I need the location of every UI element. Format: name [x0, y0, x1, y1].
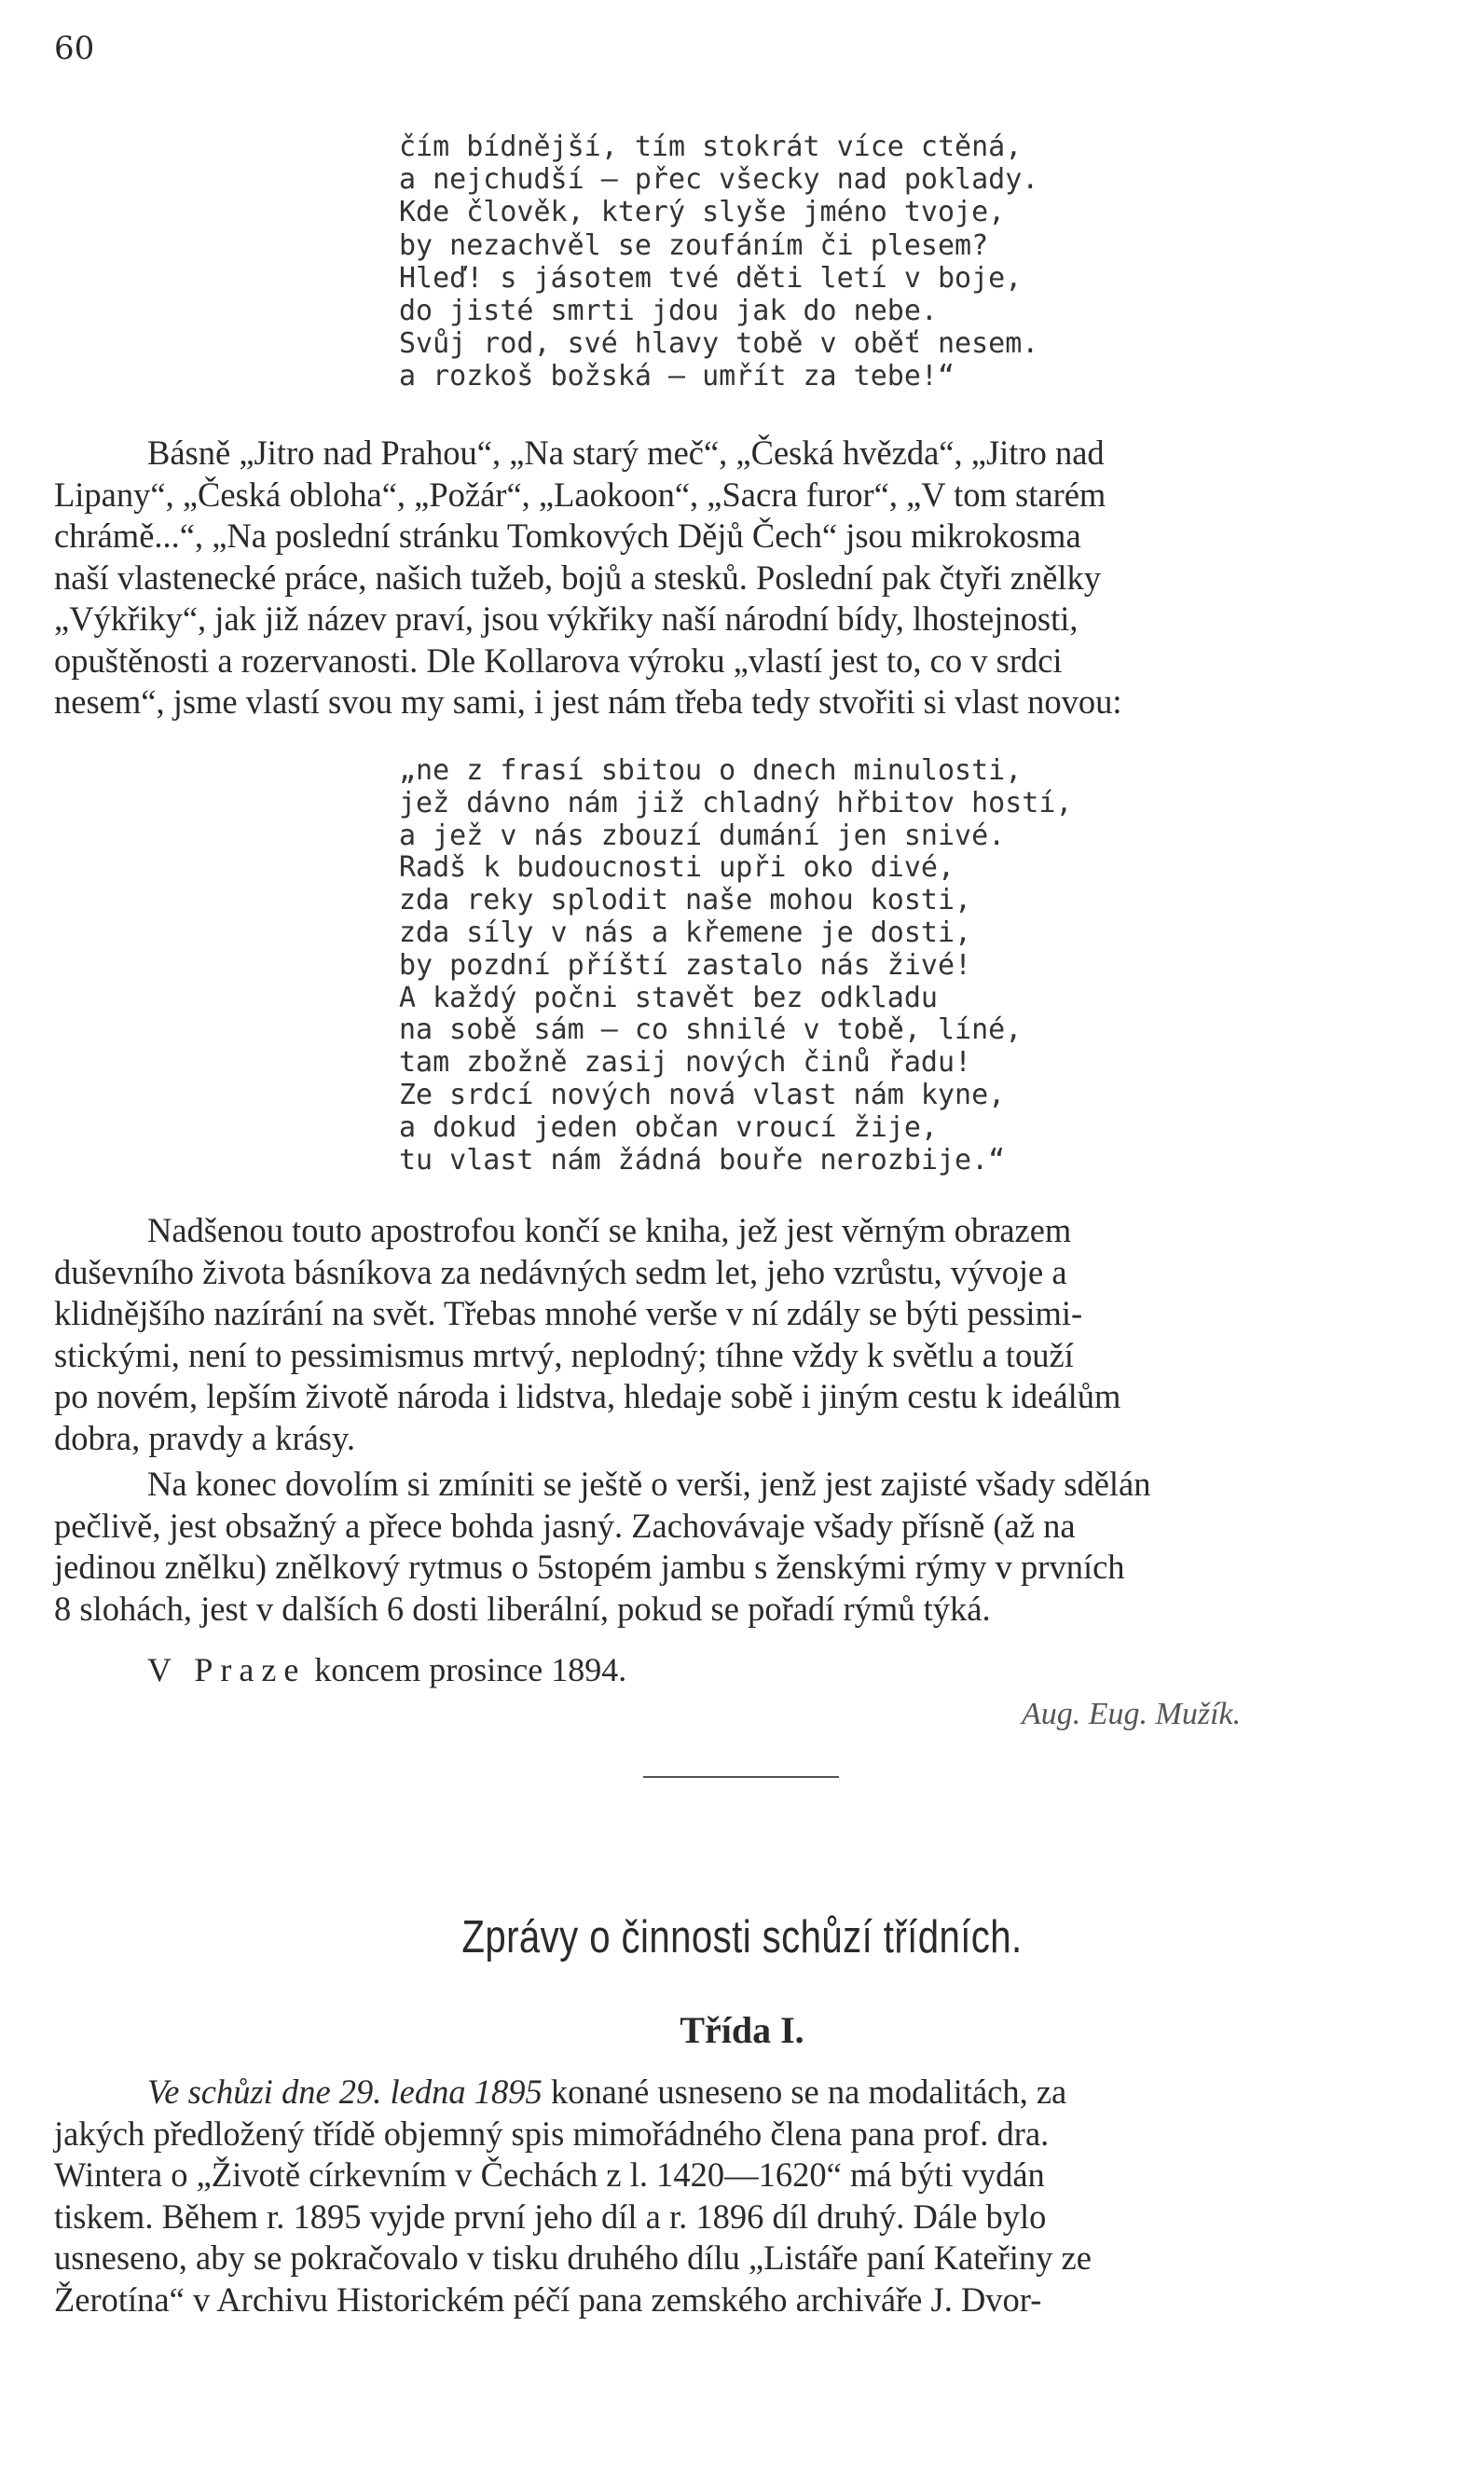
paragraph-line: Nadšenou touto apostrofou končí se kniha, jež jest věrným obrazem: [147, 1211, 1072, 1249]
page-number: 60: [54, 30, 95, 67]
verse-line: by nezachvěl se zoufáním či plesem?: [399, 228, 989, 262]
paragraph-line: nesem“, jsme vlastí svou my sami, i jest nám třeba tedy stvořiti si vlast novou:: [54, 682, 1122, 721]
verse-line: A každý počni stavět bez odkladu: [399, 981, 938, 1014]
paragraph-line: Básně „Jitro nad Prahou“, „Na starý meč“, „Česká hvězda“, „Jitro nad: [147, 434, 1105, 472]
paragraph-verse-remark: [54, 1464, 1424, 1630]
verse-line: Svůj rod, své hlavy tobě v oběť nesem.: [399, 327, 1039, 361]
paragraph-line: Lipany“, „Česká obloha“, „Požár“, „Laokoon“, „Sacra furor“, „V tom starém: [54, 475, 1106, 514]
verse-line: a dokud jeden občan vroucí žije,: [399, 1110, 938, 1144]
paragraph-line: [54, 2072, 1424, 2114]
paragraph-line: chrámě...“, „Na poslední stránku Tomkových Dějů Čech“ jsou mikrokosma: [54, 516, 1081, 555]
session-date: Ve schůzi dne 29. ledna 1895: [147, 2073, 543, 2111]
paragraph-line: Wintera o „Životě církevním v Čechách z l. 1420—1620“ má býti vydán: [54, 2155, 1045, 2194]
paragraph-line: naší vlastenecké práce, našich tužeb, bojů a stesků. Poslední pak čtyři znělky: [54, 558, 1102, 597]
verse-line: „ne z frasí sbitou o dnech minulosti,: [399, 754, 1023, 787]
verse-line: Radš k budoucnosti upři oko divé,: [399, 851, 955, 885]
verse-line: čím bídnější, tím stokrát více ctěná,: [399, 131, 1023, 163]
paragraph-line: jakých předložený třídě objemný spis mimořádného člena pana prof. dra.: [54, 2114, 1050, 2153]
verse-line: tam zbožně zasij nových činů řadu!: [399, 1046, 972, 1080]
paragraph-session-report: [54, 2072, 1424, 2320]
paragraph-line: „Výkřiky“, jak již název praví, jsou výkřiky naší národní bídy, lhostejnosti,: [54, 599, 1079, 638]
verse-block-2: [399, 755, 1072, 1177]
section-divider: [643, 1776, 839, 1778]
verse-line: a jež v nás zbouzí dumání jen snivé.: [399, 819, 1006, 852]
paragraph-line: duševního života básníkova za nedávných sedm let, jeho vzrůstu, vývoje a: [54, 1252, 1067, 1291]
class-heading: Třída I.: [680, 2009, 804, 2051]
paragraph-line: dobra, pravdy a krásy.: [54, 1418, 355, 1457]
date-rest: koncem prosince 1894.: [306, 1651, 627, 1688]
paragraph-conclusion: [54, 1210, 1424, 1459]
paragraph-line: po novém, lepším životě národa i lidstva, hledaje sobě i jiným cestu k ideálům: [54, 1377, 1121, 1415]
verse-line: by pozdní příští zastalo nás živé!: [399, 948, 972, 982]
paragraph-line: pečlivě, jest obsažný a přece bohda jasný. Zachovávaje všady přísně (až na: [54, 1506, 1076, 1545]
paragraph-line: klidnějšího nazírání na svět. Třebas mnohé verše v ní zdály se býti pessimi-: [54, 1294, 1083, 1332]
date-place: V Praze: [147, 1651, 307, 1688]
paragraph-line: opuštěnosti a rozervanosti. Dle Kollarova výroku „vlastí jest to, co v srdci: [54, 640, 1063, 680]
paragraph-line: jedinou znělku) znělkový rytmus o 5stopém jambu s ženskými rýmy v prvních: [54, 1548, 1125, 1586]
verse-line: Kde člověk, který slyše jméno tvoje,: [399, 196, 1006, 229]
session-text: konané usneseno se na modalitách, za: [542, 2073, 1067, 2111]
verse-line: tu vlast nám žádná bouře nerozbije.“: [399, 1143, 1006, 1177]
author-signature: Aug. Eug. Mužík.: [1022, 1697, 1242, 1731]
verse-line: jež dávno nám již chladný hřbitov hostí,: [399, 786, 1073, 819]
verse-line: zda reky splodit naše mohou kosti,: [399, 884, 972, 917]
verse-line: do jisté smrti jdou jak do nebe.: [399, 295, 938, 328]
verse-line: a rozkoš božská — umřít za tebe!“: [399, 360, 955, 393]
verse-line: Ze srdcí nových nová vlast nám kyne,: [399, 1078, 1006, 1111]
paragraph-line: Na konec dovolím si zmíniti se ještě o verši, jenž jest zajisté všady sdělán: [147, 1465, 1151, 1503]
paragraph-line: 8 slohách, jest v dalších 6 dosti liberální, pokud se pořadí rýmů týká.: [54, 1589, 991, 1628]
verse-line: zda síly v nás a křemene je dosti,: [399, 916, 972, 949]
paragraph-line: Žerotína“ v Archivu Historickém péčí pana zemského archiváře J. Dvor-: [54, 2279, 1042, 2319]
verse-block-1: [399, 131, 1038, 393]
paragraph-line: tiskem. Během r. 1895 vyjde první jeho díl a r. 1896 díl druhý. Dále bylo: [54, 2196, 1047, 2236]
verse-line: na sobě sám — co shnilé v tobě, líné,: [399, 1013, 1023, 1047]
section-heading: Zprávy o činnosti schůzí třídních.: [461, 1912, 1023, 1962]
date-line: [147, 1650, 626, 1689]
paragraph-poems-list: [54, 433, 1424, 723]
verse-line: a nejchudší — přec všecky nad poklady.: [399, 163, 1039, 197]
verse-line: Hleď! s jásotem tvé děti letí v boje,: [399, 261, 1023, 295]
paragraph-line: stickými, není to pessimismus mrtvý, neplodný; tíhne vždy k světlu a touží: [54, 1335, 1074, 1374]
paragraph-line: usneseno, aby se pokračovalo v tisku druhého dílu „Listáře paní Kateřiny ze: [54, 2238, 1092, 2277]
